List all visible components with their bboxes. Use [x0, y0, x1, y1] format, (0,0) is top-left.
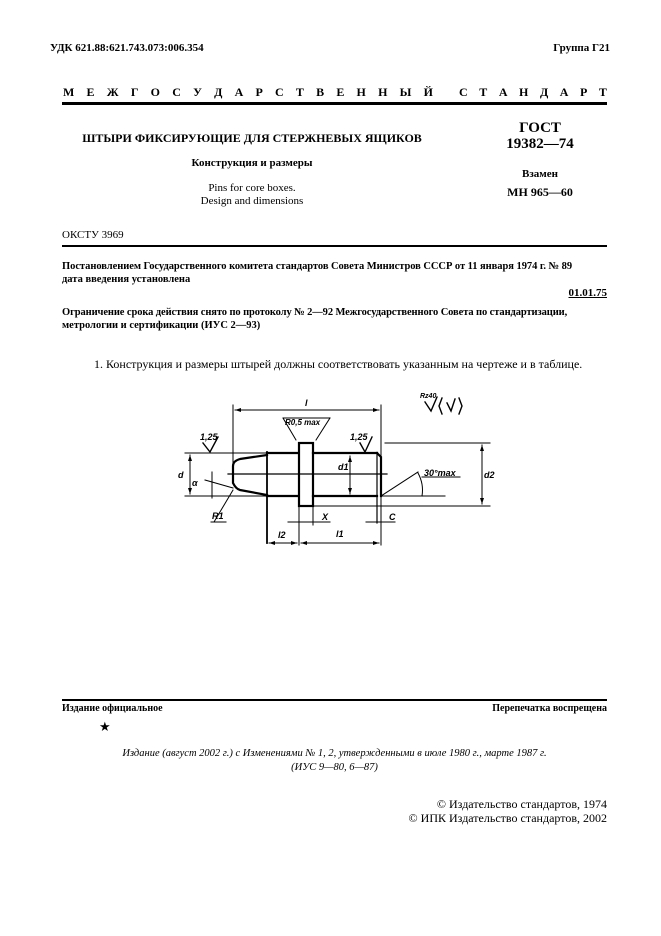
banner-letter: Н [378, 85, 388, 99]
gost-number: 19382—74 [506, 136, 574, 152]
label-r05: R0,5 max [285, 418, 321, 427]
banner-letter: Г [130, 85, 139, 99]
reprint-prohibited: Перепечатка воспрещена [492, 703, 607, 714]
label-d: d [178, 470, 184, 480]
banner-letter: О [150, 85, 161, 99]
label-d1: d1 [338, 462, 349, 472]
banner-letter: Р [255, 85, 263, 99]
label-l: l [305, 398, 308, 408]
restriction-line1: Ограничение срока действия снято по протоколу № 2—92 Межгосударственного Совета по стандартизации, [62, 307, 568, 318]
banner-letter: Н [356, 85, 366, 99]
okstu-code: ОКСТУ 3969 [62, 229, 124, 241]
copyright-2002: © ИПК Издательство стандартов, 2002 [408, 811, 607, 825]
replaces-label: Взамен [522, 168, 558, 180]
pin-nose [233, 455, 267, 495]
group-code: Группа Г21 [553, 42, 610, 54]
banner-letter: М [63, 85, 75, 99]
document-title: ШТЫРИ ФИКСИРУЮЩИЕ ДЛЯ СТЕРЖНЕВЫХ ЯЩИКОВ [82, 131, 422, 145]
label-x: X [322, 512, 329, 522]
banner-letter: Т [598, 85, 607, 99]
label-rough-left: 1,25 [200, 432, 218, 442]
banner-letter: Д [539, 85, 549, 99]
banner-letter: Д [214, 85, 223, 99]
banner-letter: Р [580, 85, 588, 99]
banner-letter: С [459, 85, 468, 99]
label-l2: l2 [278, 530, 286, 540]
label-rough-right: 1,25 [350, 432, 368, 442]
banner-letter: У [193, 85, 202, 99]
banner-letter: Н [519, 85, 529, 99]
edition-note-line1: Издание (август 2002 г.) с Изменениями № 1, 2, утвержденными в июле 1980 г., марте 1987 г. [122, 748, 547, 759]
banner-letter: Т [295, 85, 304, 99]
banner-letter: Ж [106, 85, 119, 99]
clause-1: 1. Конструкция и размеры штырей должны соответствовать указанным на чертеже и в таблице. [94, 357, 583, 371]
banner-letter: В [316, 85, 325, 99]
star-icon: ★ [99, 719, 111, 734]
banner-letter: А [234, 85, 244, 99]
banner-letter: С [275, 85, 284, 99]
udk-code: УДК 621.88:621.743.073:006.354 [50, 42, 204, 54]
decree-line2: дата введения установлена [62, 274, 191, 285]
label-angle: 30°max [424, 468, 456, 478]
label-c: C [389, 512, 396, 522]
english-title-line1: Pins for core boxes. [208, 182, 296, 194]
banner-letter: Т [479, 85, 488, 99]
banner-letter: С [172, 85, 181, 99]
english-title-line2: Design and dimensions [200, 195, 304, 207]
label-l1: l1 [336, 529, 344, 539]
gost-label: ГОСТ [519, 120, 561, 136]
effective-date: 01.01.75 [568, 287, 607, 299]
document-subtitle: Конструкция и размеры [191, 157, 313, 169]
label-r1: R1 [212, 511, 224, 521]
edition-note-line2: (ИУС 9—80, 6—87) [291, 762, 378, 773]
footer-rule [62, 699, 607, 701]
banner-letter: А [559, 85, 569, 99]
replaces-value: МН 965—60 [507, 185, 573, 199]
label-roughness-general: Rz40 [420, 393, 437, 400]
label-d2: d2 [484, 470, 495, 480]
label-alpha: α [192, 478, 198, 488]
copyright-1974: © Издательство стандартов, 1974 [436, 797, 607, 811]
banner-letter: Е [86, 85, 95, 99]
banner-letter: Й [423, 85, 433, 99]
restriction-line2: метрологии и сертификации (ИУС 2—93) [62, 320, 261, 331]
banner-letter: А [498, 85, 508, 99]
official-edition: Издание официальное [62, 703, 163, 714]
decree-line1: Постановлением Государственного комитета стандартов Совета Министров СССР от 11 января 1974 г. № 89 [62, 261, 573, 272]
banner-letter: Ы [399, 85, 412, 99]
banner-letter: Е [336, 85, 345, 99]
